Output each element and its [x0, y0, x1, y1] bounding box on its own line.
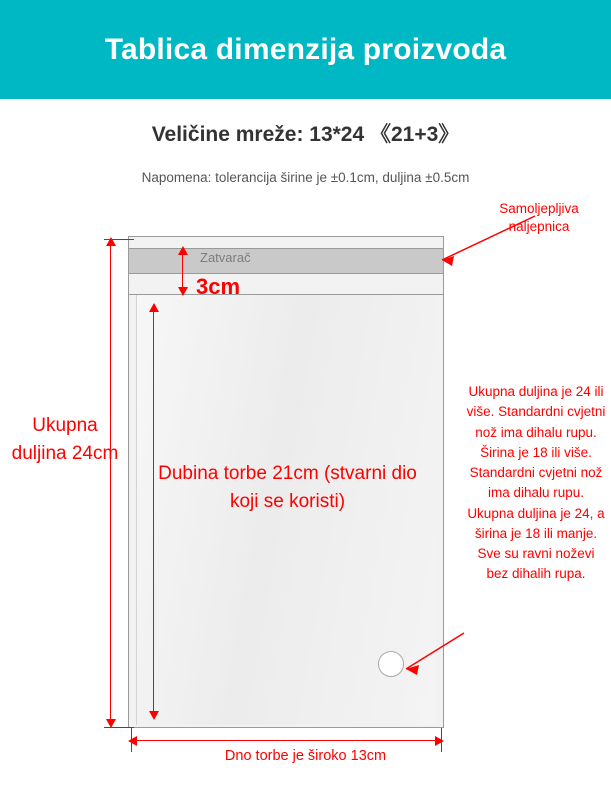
total-length-label: Ukupna duljina 24cm — [11, 415, 119, 464]
bottom-width-label: Dno torbe je široko 13cm — [224, 748, 387, 764]
bottom-width-arrow-left — [128, 736, 137, 746]
size-subtitle: Veličine mreže: 13*24 《21+3》 — [151, 123, 460, 146]
hang-hole-leader-line — [392, 625, 472, 685]
bottom-width-line — [132, 740, 440, 741]
total-length-line — [110, 240, 111, 726]
hang-hole-note: Ukupna duljina je 24 ili više. Standardni cvjetni nož ima dihalu rupu. Širina je 18 ili više. Standardni cvjetni nož ima dihalu rupu. Ukupna duljina je 24, a širina je 18 ili manje. Sve su ravni noževi bez dihalih rupa. — [466, 384, 606, 582]
flap-dimension-arrow-up — [178, 246, 188, 255]
depth-label: Dubina torbe 21cm (stvarni dio koji se koristi) — [158, 463, 417, 512]
page-title: Tablica dimenzija proizvoda — [104, 32, 507, 66]
closure-label: Zatvarač — [200, 250, 251, 265]
depth-arrow-up — [149, 303, 159, 312]
total-length-tick-bottom — [104, 727, 134, 728]
flap-dimension-arrow-down — [178, 287, 188, 296]
bottom-width-arrow-right — [435, 736, 444, 746]
bag-flap-strip — [129, 248, 443, 274]
bag-seal-line — [129, 294, 443, 295]
tolerance-note: Napomena: tolerancija širine je ±0.1cm, duljina ±0.5cm — [141, 170, 470, 185]
sticker-leader-line — [420, 208, 540, 278]
sticker-label: Samoljepljiva naljepnica — [499, 201, 579, 235]
depth-arrow-down — [149, 711, 159, 720]
flap-height-label: 3cm — [196, 274, 241, 299]
total-length-tick-top — [104, 239, 134, 240]
